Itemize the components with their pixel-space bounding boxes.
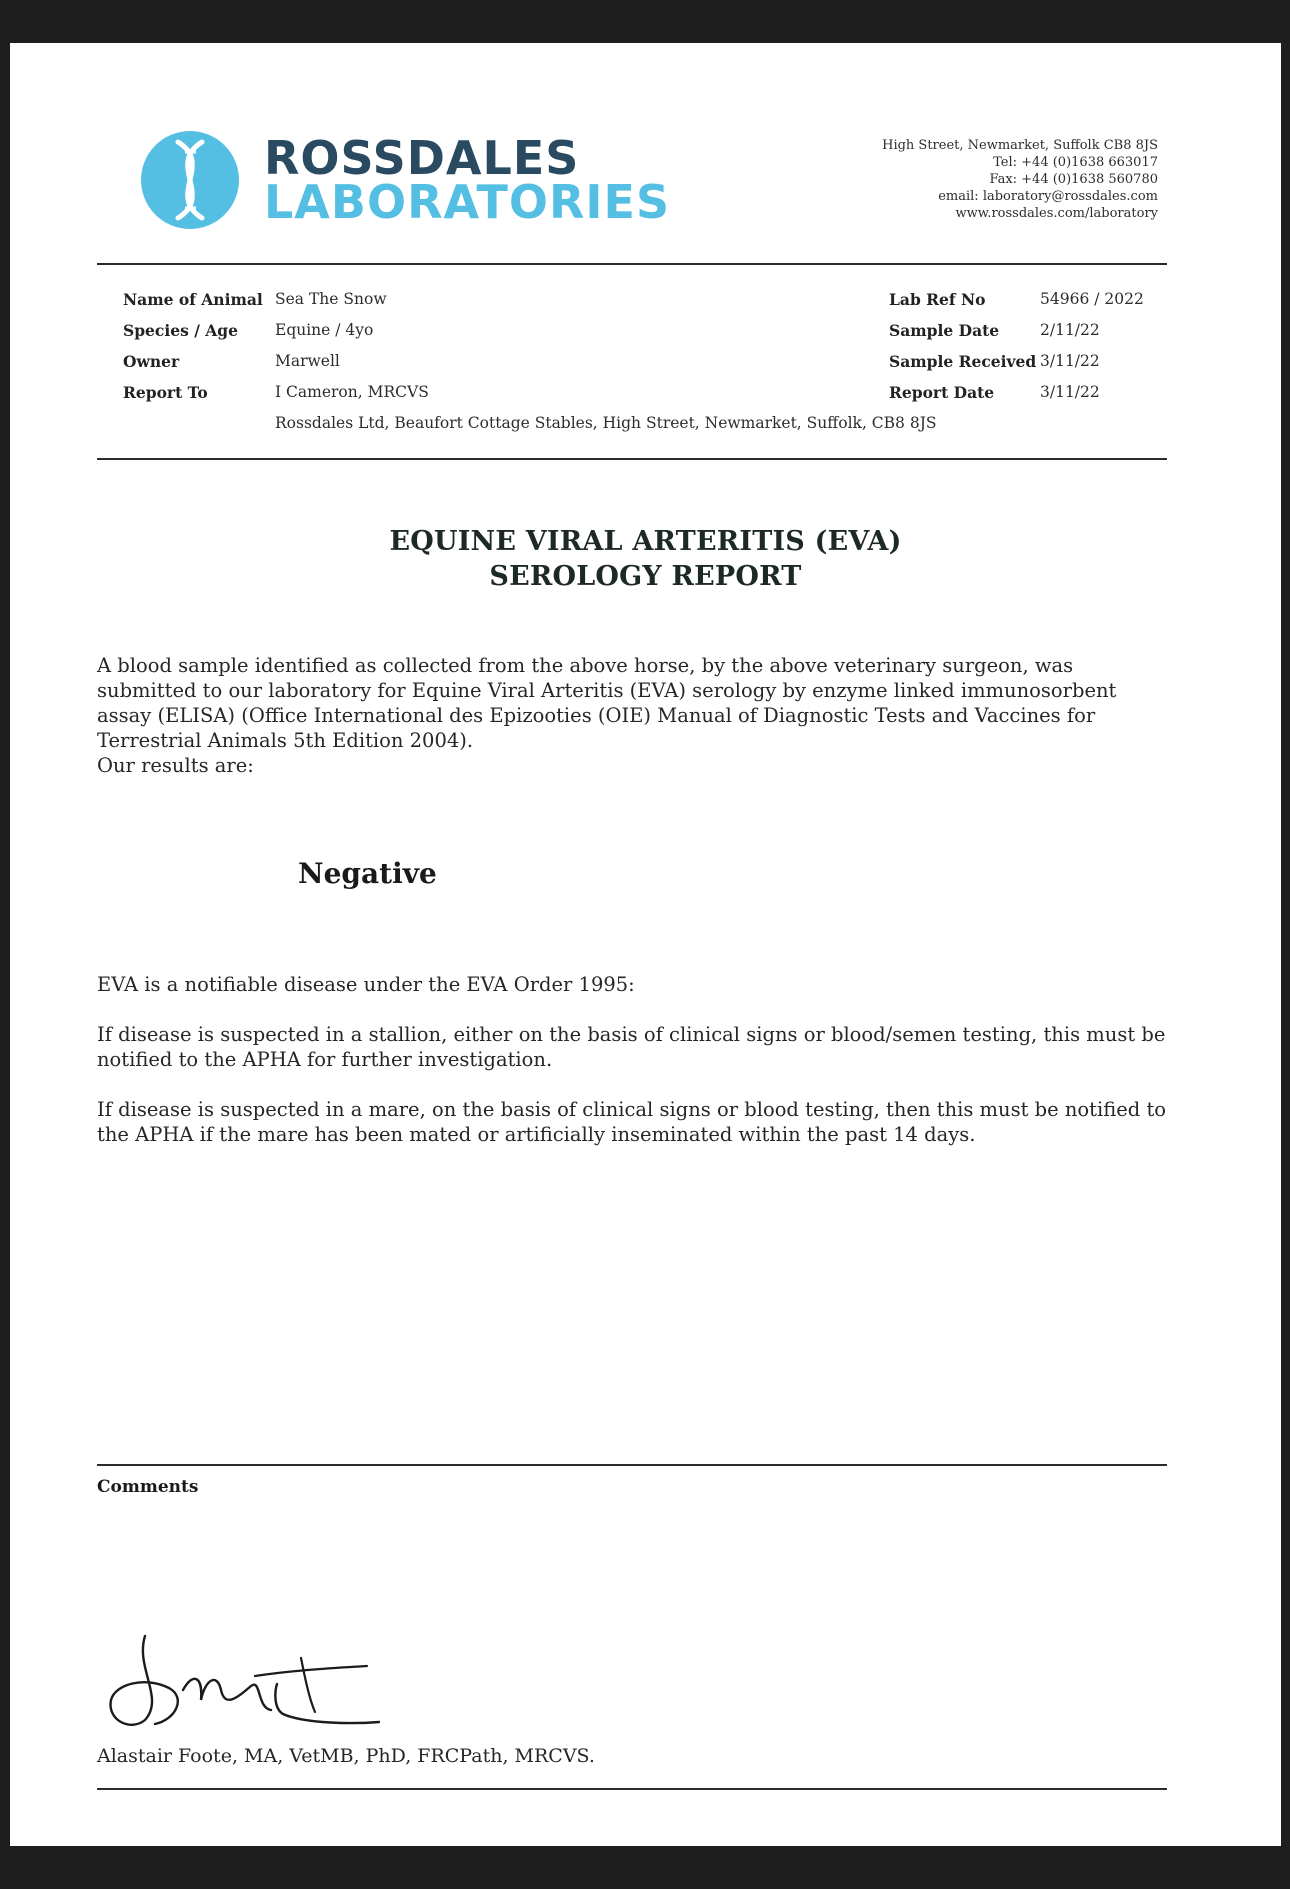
address-web: www.rossdales.com/laboratory xyxy=(955,206,1158,221)
report-to-address: Rossdales Ltd, Beaufort Cottage Stables, High Street, Newmarket, Suffolk, CB8 8JS xyxy=(275,414,937,432)
address-fax: Fax: +44 (0)1638 560780 xyxy=(989,172,1158,187)
report-title-line1: EQUINE VIRAL ARTERITIS (EVA) xyxy=(389,526,902,557)
sample-received-value: 3/11/22 xyxy=(1040,352,1100,370)
signature xyxy=(105,1628,390,1733)
lab-ref-value: 54966 / 2022 xyxy=(1040,290,1144,308)
divider xyxy=(97,1788,1167,1790)
lab-ref-label: Lab Ref No xyxy=(889,290,986,309)
report-date-value: 3/11/22 xyxy=(1040,383,1100,401)
sample-date-label: Sample Date xyxy=(889,321,1000,340)
owner-label: Owner xyxy=(123,352,180,371)
sample-received-label: Sample Received xyxy=(889,352,1037,371)
species-age-value: Equine / 4yo xyxy=(275,321,374,339)
address-tel: Tel: +44 (0)1638 663017 xyxy=(993,155,1158,170)
address-line: High Street, Newmarket, Suffolk CB8 8JS xyxy=(882,138,1158,153)
results-intro: Our results are: xyxy=(97,754,254,777)
name-of-animal-label: Name of Animal xyxy=(123,290,263,309)
report-date-label: Report Date xyxy=(889,383,995,402)
owner-value: Marwell xyxy=(275,352,340,370)
notifiable-text: EVA is a notifiable disease under the EVA Order 1995: xyxy=(97,973,635,996)
address-email: email: laboratory@rossdales.com xyxy=(938,189,1158,204)
intro-paragraph: A blood sample identified as collected from the above horse, by the above veterinary surgeon, was submitted to our laboratory for Equine Viral Arteritis (EVA) serology by enzyme linked immunosorbent assay (ELISA) (Office International des Epizooties (OIE) Manual of Diagnostic Tests and Vaccines for Terrestrial Animals 5th Edition 2004). xyxy=(97,654,1117,752)
divider xyxy=(97,1464,1167,1466)
report-to-value: I Cameron, MRCVS xyxy=(275,383,429,401)
name-of-animal-value: Sea The Snow xyxy=(275,290,387,308)
stallion-note: If disease is suspected in a stallion, either on the basis of clinical signs or blood/semen testing, this must be notified to the APHA for further investigation. xyxy=(97,1023,1166,1071)
report-title-line2: SEROLOGY REPORT xyxy=(489,561,802,592)
sample-date-value: 2/11/22 xyxy=(1040,321,1100,339)
comments-label: Comments xyxy=(97,1477,199,1497)
mare-note: If disease is suspected in a mare, on the basis of clinical signs or blood testing, then this must be notified to the APHA if the mare has been mated or artificially inseminated within the past 14 days. xyxy=(97,1098,1167,1146)
divider xyxy=(97,263,1167,265)
bottom-dark-bar xyxy=(0,1846,1290,1889)
divider xyxy=(97,458,1167,460)
lab-name-line2: LABORATORIES xyxy=(264,175,671,229)
lab-name-line1: ROSSDALES xyxy=(264,131,580,185)
result-value: Negative xyxy=(298,857,437,890)
top-dark-bar xyxy=(0,0,1290,42)
signatory-name: Alastair Foote, MA, VetMB, PhD, FRCPath, MRCVS. xyxy=(97,1745,595,1767)
report-page xyxy=(10,43,1281,1846)
dna-helix-icon xyxy=(140,130,240,230)
species-age-label: Species / Age xyxy=(123,321,238,340)
lab-address xyxy=(882,137,1158,222)
report-to-label: Report To xyxy=(123,383,208,402)
